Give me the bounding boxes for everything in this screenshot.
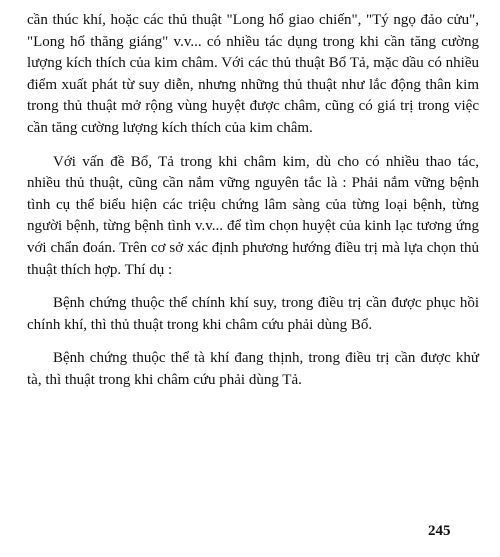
paragraph-4: Bệnh chứng thuộc thể tà khí đang thịnh, trong điều trị cần được khử tà, thì thuật trong khi châm cứu phải dùng Tả. (27, 350, 479, 388)
body-text (27, 10, 479, 392)
paragraph-3: Bệnh chứng thuộc thể chính khí suy, trong điều trị cần được phục hồi chính khí, thì thủ thuật trong khi châm cứu phải dùng Bổ. (27, 295, 479, 333)
paragraph-1: cần thúc khí, hoặc các thủ thuật "Long hổ giao chiến", "Tý ngọ đảo cửu", "Long hổ thăng giáng" v.v... có nhiều tác dụng trong khi cần tăng cường lượng kích thích của kim châm. Với các thủ thuật Bổ Tả, mặc dầu có nhiều điểm xuất phát từ suy diễn, nhưng những thủ thuật như lắc động thân kim trong thủ thuật mở rộng vùng huyệt được châm, cũng có giá trị trong việc cần tăng cường lượng kích thích của kim châm. (27, 12, 479, 136)
paragraph-2: Với vấn đề Bổ, Tả trong khi châm kim, dù cho có nhiều thao tác, nhiều thủ thuật, cũng cần nắm vững nguyên tắc là : Phải nắm vững bệnh tình cụ thể biểu hiện các triệu chứng lâm sàng của từng loại bệnh, từng người bệnh, từng bệnh tình v.v... để tìm chọn huyệt của kinh lạc tương ứng với chẩn đoán. Trên cơ sở xác định phương hướng điều trị mà lựa chọn thủ thuật thích hợp. Thí dụ : (27, 153, 479, 278)
page-number: 245 (428, 523, 451, 539)
